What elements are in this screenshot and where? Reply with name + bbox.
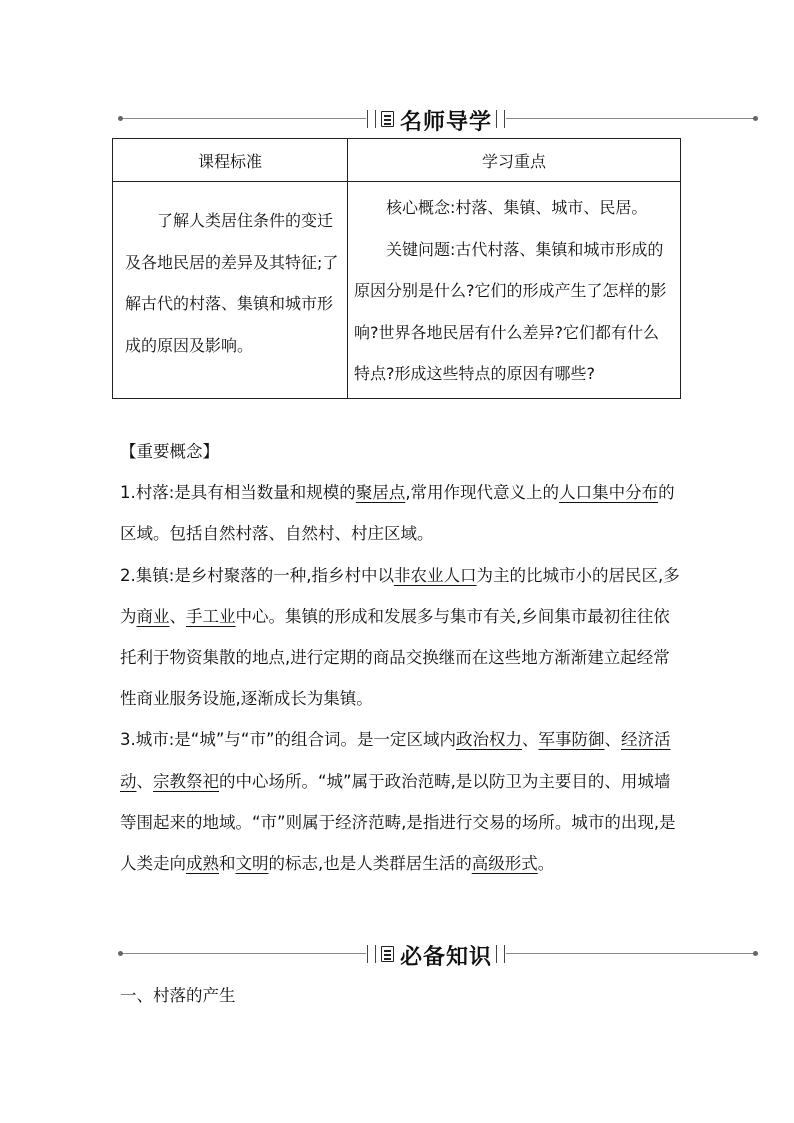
banner-bars-left	[367, 945, 376, 963]
text: 3.城市:是“城”与“市”的组合词。是一定区域内	[120, 730, 456, 750]
section-1	[120, 975, 680, 1016]
banner-dot-left	[118, 116, 123, 121]
text: 2.集镇:是乡村聚落的一种,指乡村中以	[120, 565, 395, 585]
concept-city	[120, 719, 680, 884]
section-banner-top	[118, 106, 758, 135]
text: 的区域。包括自然村落、自然村、村庄区域。	[120, 483, 675, 544]
banner-bars-right	[496, 945, 505, 963]
underlined-term: 非农业人口	[394, 565, 477, 585]
concepts-heading: 【重要概念】	[120, 442, 219, 461]
banner-title: 名师导学	[400, 109, 493, 135]
text: 为主的比城市小的居民区,多为	[120, 565, 680, 626]
section-banner-bottom	[118, 941, 758, 970]
text: 、	[522, 730, 539, 750]
table-cell-focus	[348, 182, 681, 399]
concept-town	[120, 555, 680, 720]
focus-key-questions: 关键问题:古代村落、集镇和城市形成的原因分别是什么?它们的形成产生了怎样的影响?世界各地民居有什么差异?它们都有什么特点?形成这些特点的原因有哪些?	[354, 239, 667, 383]
text: 的中心场所。“城”属于政治范畴,是以防卫为主要目的、用城墙等围起来的地域。“市”则属于经济范畴,是指进行交易的场所。城市的出现,是人类走向	[120, 771, 676, 874]
table-header-focus: 学习重点	[348, 139, 681, 182]
banner-title: 必备知识	[400, 944, 493, 970]
underlined-term: 商业	[136, 606, 170, 626]
banner-rule-left	[118, 953, 366, 954]
text: 的标志,也是人类群居生活的	[268, 854, 472, 874]
banner-dot-right	[753, 951, 758, 956]
banner-rule-right	[506, 953, 758, 954]
table-body-row	[113, 182, 681, 399]
table-header-row	[113, 139, 681, 182]
banner-dot-right	[753, 116, 758, 121]
underlined-term: 人口集中分布	[559, 483, 659, 503]
concept-village	[120, 472, 680, 554]
underlined-term: 高级形式	[471, 854, 538, 874]
text: 和	[219, 854, 236, 874]
underlined-term: 政治权力	[456, 730, 522, 750]
text: 、	[604, 730, 621, 750]
underlined-term: 经济活动	[120, 730, 671, 791]
guide-table	[112, 138, 681, 399]
underlined-term: 文明	[235, 854, 269, 874]
book-icon	[381, 111, 394, 127]
text: 中心。集镇的形成和发展多与集市有关,乡间集市最初往往依托利于物资集散的地点,进行定期的商品交换继而在这些地方渐渐建立起经常性商业服务设施,逐渐成长为集镇。	[120, 606, 670, 709]
text: 、	[169, 606, 186, 626]
underlined-term: 宗教祭祀	[153, 771, 219, 791]
banner-rule-left	[118, 118, 366, 119]
standard-text: 了解人类居住条件的变迁及各地民居的差异及其特征;了解古代的村落、集镇和城市形成的原因及影响。	[125, 211, 339, 355]
text: ,常用作现代意义上的	[405, 483, 560, 503]
section-1-heading: 一、村落的产生	[120, 986, 236, 1005]
table-header-standard: 课程标准	[113, 139, 348, 182]
table-cell-standard	[113, 182, 348, 399]
focus-core-concepts: 核心概念:村落、集镇、城市、民居。	[386, 198, 648, 217]
underlined-term: 成熟	[186, 854, 219, 874]
banner-rule-right	[506, 118, 758, 119]
text: 。	[537, 854, 555, 874]
concepts-section	[120, 431, 680, 884]
book-icon	[381, 946, 394, 962]
underlined-term: 手工业	[186, 606, 236, 626]
underlined-term: 聚居点	[355, 483, 406, 503]
banner-bars-left	[367, 110, 376, 128]
text: 、	[136, 771, 153, 791]
banner-bars-right	[496, 110, 505, 128]
banner-dot-left	[118, 951, 123, 956]
underlined-term: 军事防御	[538, 730, 605, 750]
text: 1.村落:是具有相当数量和规模的	[120, 483, 356, 503]
